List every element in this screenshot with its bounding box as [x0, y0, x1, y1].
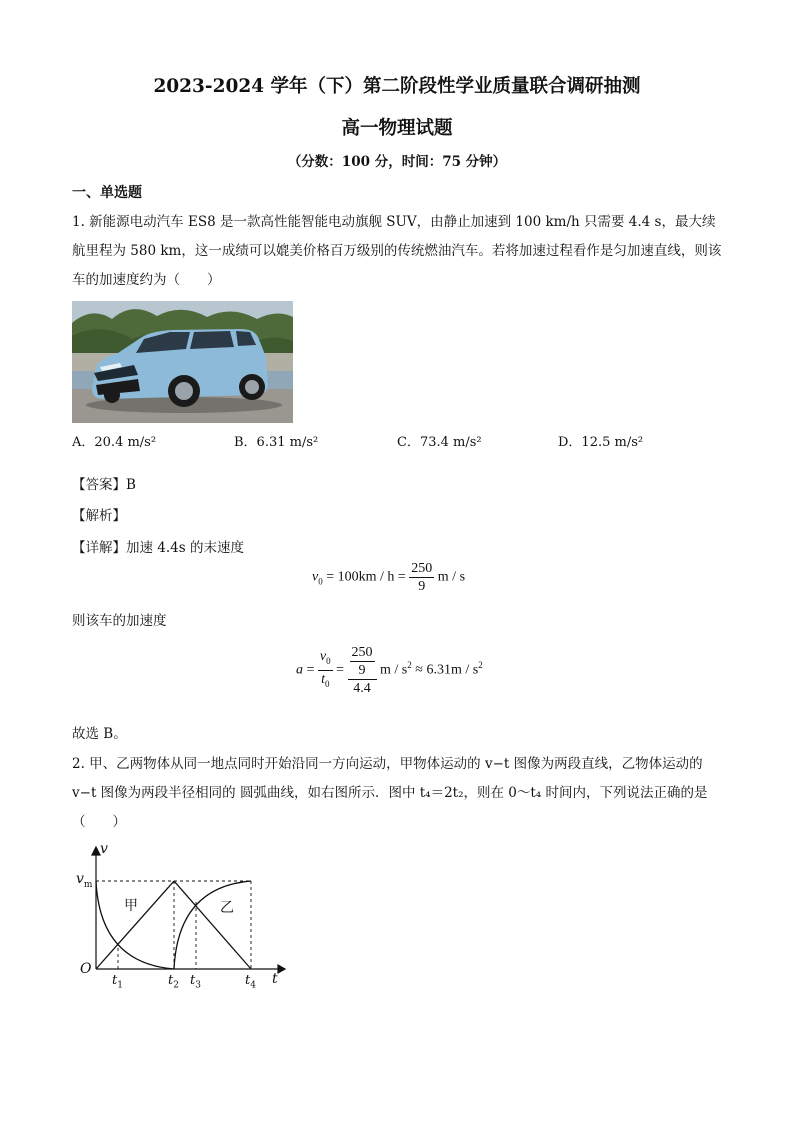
unit-1: m / s: [380, 662, 408, 678]
v0-symbol: v: [312, 569, 319, 585]
axis-t-label: t: [272, 971, 278, 987]
a-symbol: a: [296, 662, 303, 678]
inner-denominator: 9: [358, 663, 366, 678]
v0-unit: m / s: [437, 569, 466, 585]
t-subscript: 0: [324, 678, 330, 689]
question-2-text: 2. 甲、乙两物体从同一地点同时开始沿同一方向运动，甲物体运动的 v−t 图像为两段直线，乙物体运动的 v−t 图像为两段半径相同的 圆弧曲线，如右图所示．图中 t₄＝2t₂，则在 0～t₄ 时间内，下列说法正确的是（ ）: [72, 756, 708, 830]
jia-falling-line: [174, 881, 251, 969]
answer-label: 【答案】B: [72, 477, 136, 493]
vm-main: v: [76, 871, 84, 887]
unit-1-sup: 2: [407, 660, 412, 671]
fraction-numerator: 250: [411, 561, 433, 576]
car-photo: [72, 301, 293, 423]
fraction-250-9: [409, 560, 434, 595]
t-axis-arrow: [278, 965, 285, 973]
detail-label: 【详解】: [72, 540, 126, 556]
formula-final-velocity: [312, 560, 465, 595]
analysis-label: 【解析】: [72, 508, 126, 524]
fraction-denominator: 9: [418, 579, 426, 594]
v0-equation: = 100km / h =: [326, 569, 406, 585]
vt-graph: [72, 841, 292, 995]
tick-t1: $t_1$: [112, 973, 123, 991]
v-symbol: v: [319, 649, 327, 665]
fraction-v0-t0: [318, 648, 333, 693]
option-d: D．12.5 m/s²: [558, 435, 644, 450]
inner-numerator: 250: [351, 645, 373, 660]
exam-meta: （分数：100 分，时间：75 分钟）: [287, 154, 507, 170]
yi-label: 乙: [220, 900, 234, 916]
tick-t2: $t_2$: [168, 973, 179, 991]
tick-t4: $t_4$: [245, 973, 256, 991]
detail-line: [72, 536, 244, 556]
formula-acceleration: a = $\frac{v_0}{t_0}$ = $\frac{\frac{250}{9}}{4.4}$ $m / s^2 \approx 6.31m / s^2$: [296, 645, 483, 696]
vm-sub: m: [83, 879, 93, 890]
exam-subtitle: 高一物理试题: [341, 118, 453, 139]
v-subscript: 0: [326, 656, 331, 666]
jia-label: 甲: [124, 898, 138, 914]
v-axis-arrow: [92, 847, 100, 855]
acceleration-intro: 则该车的加速度: [72, 613, 167, 629]
question-1-text: 1. 新能源电动汽车 ES8 是一款高性能智能电动旗舰 SUV，由静止加速到 100 km/h 只需要 4.4 s，最大续航里程为 580 km，这一成绩可以媲美价格百万级别的传统燃油汽车。若将加速过程看作是匀加速直线，则该车的加速度约为（ ）: [72, 214, 722, 288]
axis-v-label: v: [100, 841, 108, 857]
outer-denominator: 4.4: [353, 681, 371, 696]
approx-result: ≈ 6.31m / s: [415, 662, 479, 678]
conclusion: 故选 B。: [72, 726, 127, 742]
section-title: 一、单选题: [72, 185, 142, 201]
vm-label: [76, 871, 92, 890]
inner-fraction: [350, 644, 375, 679]
option-c: C．73.4 m/s²: [397, 435, 482, 450]
origin-label: O: [80, 961, 92, 977]
v0-subscript: 0: [318, 576, 323, 587]
tick-t3: $t_3$: [190, 973, 201, 991]
exam-title: 2023-2024 学年（下）第二阶段性学业质量联合调研抽测: [153, 76, 641, 97]
unit-2-sup: 2: [478, 660, 483, 671]
t-symbol: t: [321, 672, 325, 687]
option-a: A．20.4 m/s²: [72, 435, 157, 450]
option-b: B．6.31 m/s²: [234, 435, 319, 450]
fraction-compound: [348, 644, 377, 697]
detail-text: 加速 4.4s 的末速度: [126, 540, 244, 556]
